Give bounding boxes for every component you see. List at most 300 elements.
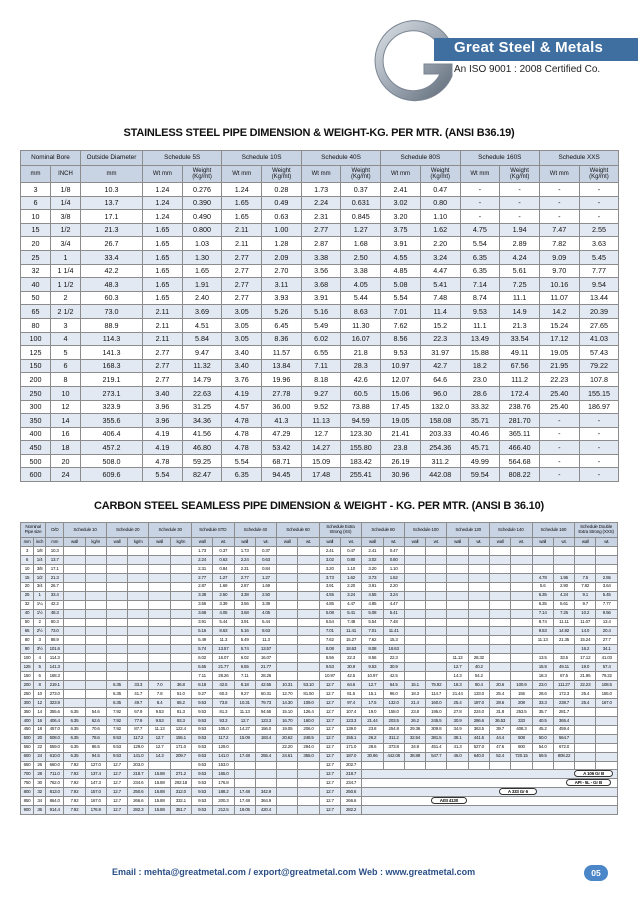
table-cell bbox=[170, 591, 191, 600]
table-cell: 224.0 bbox=[468, 707, 489, 716]
table-cell bbox=[149, 555, 170, 564]
table-cell: 3.38 bbox=[301, 250, 341, 264]
column-subheader: Wt mm bbox=[539, 166, 579, 183]
table-cell bbox=[128, 663, 149, 672]
table-cell bbox=[149, 582, 170, 591]
table-cell bbox=[64, 547, 85, 556]
table-cell: 7.5 bbox=[575, 573, 596, 582]
table-cell: 3.39 bbox=[213, 600, 234, 609]
table-cell: 50 bbox=[21, 291, 51, 305]
table-cell: 195.0 bbox=[426, 707, 447, 716]
column-header: Schedule 20 bbox=[106, 523, 149, 538]
table-cell: 73.0 bbox=[81, 305, 143, 319]
table-cell: 28.6 bbox=[460, 386, 500, 400]
table-cell: 12.7 bbox=[149, 743, 170, 752]
table-cell bbox=[511, 672, 532, 681]
table-cell: 26.2 bbox=[362, 734, 383, 743]
table-cell: 31.97 bbox=[420, 346, 460, 360]
table-cell: 11.13 bbox=[149, 725, 170, 734]
table-cell: 8.08 bbox=[319, 645, 340, 654]
table-cell: 155.0 bbox=[596, 690, 618, 699]
table-cell: 28.6 bbox=[532, 690, 553, 699]
table-cell: 183.42 bbox=[341, 454, 381, 468]
table-cell: 1.10 bbox=[383, 564, 404, 573]
table-cell: 762.0 bbox=[46, 779, 64, 788]
table-cell bbox=[85, 690, 106, 699]
table-cell: 0.37 bbox=[255, 547, 276, 556]
table-cell bbox=[128, 564, 149, 573]
column-subheader: Wt mm bbox=[301, 166, 341, 183]
column-subheader: wt. bbox=[298, 538, 319, 547]
table-cell: 9.52 bbox=[301, 400, 341, 414]
table-cell bbox=[511, 600, 532, 609]
table-cell: 255.4 bbox=[255, 752, 276, 761]
table-cell: 11.3 bbox=[255, 636, 276, 645]
table-cell bbox=[128, 645, 149, 654]
table-cell: 4.55 bbox=[319, 591, 340, 600]
table-cell: 1.00 bbox=[262, 223, 302, 237]
table-cell: 800 bbox=[21, 788, 34, 797]
table-cell: 21.44 bbox=[362, 716, 383, 725]
table-cell: 12.7 bbox=[319, 779, 340, 788]
table-cell bbox=[298, 564, 319, 573]
table-cell: 609.6 bbox=[81, 468, 143, 482]
table-cell bbox=[447, 761, 468, 770]
table-cell: 19.05 bbox=[234, 806, 255, 815]
stainless-steel-table bbox=[20, 150, 619, 482]
table-cell: 34 bbox=[34, 797, 46, 806]
table-cell: 4.78 bbox=[143, 454, 183, 468]
column-header: Nominal Bore bbox=[21, 151, 81, 166]
table-cell: 160.0 bbox=[426, 698, 447, 707]
table-cell: 2.24 bbox=[301, 196, 341, 210]
table-cell: 3.02 bbox=[319, 555, 340, 564]
table-cell bbox=[404, 547, 425, 556]
table-cell: 11.57 bbox=[262, 346, 302, 360]
table-cell: 1/2 bbox=[51, 223, 81, 237]
table-row bbox=[21, 627, 618, 636]
table-cell: 7.92 bbox=[106, 707, 127, 716]
column-subheader: wt. bbox=[426, 538, 447, 547]
table-cell bbox=[489, 547, 510, 556]
g-logo-icon bbox=[368, 16, 458, 111]
table-cell bbox=[426, 547, 447, 556]
table-cell: 11.13 bbox=[301, 414, 341, 428]
table-cell bbox=[553, 564, 574, 573]
company-logo bbox=[368, 16, 638, 111]
table-cell: 18 bbox=[51, 441, 81, 455]
table-cell bbox=[234, 779, 255, 788]
table-cell: 3.91 bbox=[319, 582, 340, 591]
table-cell bbox=[277, 663, 298, 672]
table-cell: 11.41 bbox=[340, 627, 361, 636]
table-cell bbox=[128, 618, 149, 627]
table-cell: 27.7 bbox=[596, 636, 618, 645]
table-cell: 73.88 bbox=[341, 400, 381, 414]
table-cell: 2.20 bbox=[340, 582, 361, 591]
table-cell: - bbox=[539, 414, 579, 428]
table-cell: 12.7 bbox=[319, 698, 340, 707]
table-cell: 8.18 bbox=[301, 373, 341, 387]
table-cell: 1.27 bbox=[213, 573, 234, 582]
table-cell: 12.7 bbox=[319, 788, 340, 797]
table-row bbox=[21, 454, 619, 468]
table-cell: 70.6 bbox=[85, 725, 106, 734]
table-cell: 13.44 bbox=[579, 291, 619, 305]
table-row bbox=[21, 547, 618, 556]
table-cell: 32 bbox=[34, 788, 46, 797]
table-cell bbox=[128, 573, 149, 582]
table-cell: 2.41 bbox=[362, 547, 383, 556]
table-cell: 60.5 bbox=[341, 386, 381, 400]
footer bbox=[0, 864, 638, 884]
table-cell bbox=[489, 761, 510, 770]
table-cell: 26 bbox=[34, 761, 46, 770]
table-cell: 6.35 bbox=[460, 264, 500, 278]
table-cell bbox=[149, 618, 170, 627]
table-cell: 14.27 bbox=[301, 441, 341, 455]
table-cell: 19.0 bbox=[575, 663, 596, 672]
table-cell: 1.73 bbox=[301, 183, 341, 197]
table-cell: 17.12 bbox=[575, 654, 596, 663]
table-cell: 8.18 bbox=[191, 681, 212, 690]
table-cell bbox=[404, 654, 425, 663]
carbon-steel-table bbox=[20, 522, 618, 815]
table-cell: 11.3 bbox=[213, 636, 234, 645]
table-cell bbox=[298, 770, 319, 779]
table-cell: 96.0 bbox=[420, 386, 460, 400]
table-cell: 2.41 bbox=[319, 547, 340, 556]
table-cell bbox=[404, 618, 425, 627]
table-cell: 13.7 bbox=[81, 196, 143, 210]
table-cell bbox=[596, 707, 618, 716]
table-cell: 5.54 bbox=[143, 468, 183, 482]
table-cell bbox=[64, 690, 85, 699]
table-row bbox=[21, 250, 619, 264]
column-subheader: wall bbox=[149, 538, 170, 547]
table-cell: 281.7 bbox=[553, 707, 574, 716]
table-cell: 13.57 bbox=[255, 645, 276, 654]
table-cell: 0.80 bbox=[340, 555, 361, 564]
table-cell: 2.11 bbox=[222, 223, 262, 237]
table-cell: 34.1 bbox=[596, 645, 618, 654]
table-cell bbox=[404, 761, 425, 770]
table-cell: 13.84 bbox=[262, 359, 302, 373]
table-cell: 86.5 bbox=[85, 743, 106, 752]
table-cell bbox=[426, 654, 447, 663]
table-cell: 18.3 bbox=[447, 681, 468, 690]
table-cell: 3.38 bbox=[341, 264, 381, 278]
table-cell: 9.53 bbox=[191, 707, 212, 716]
table-cell bbox=[404, 591, 425, 600]
table-cell: 26.7 bbox=[46, 582, 64, 591]
table-cell: 9.27 bbox=[301, 386, 341, 400]
table-cell: 21.3 bbox=[81, 223, 143, 237]
table-cell: 1.62 bbox=[383, 573, 404, 582]
table-cell: 11.4 bbox=[420, 305, 460, 319]
table-cell bbox=[468, 555, 489, 564]
table-cell: 42.6 bbox=[341, 373, 381, 387]
column-subheader: kg/m bbox=[170, 538, 191, 547]
column-header: Schedule 140 bbox=[489, 523, 532, 538]
table-cell: 400 bbox=[21, 427, 51, 441]
table-cell: 3.38 bbox=[234, 591, 255, 600]
table-cell: 101.6 bbox=[46, 645, 64, 654]
table-cell: 108.5 bbox=[596, 681, 618, 690]
table-row bbox=[21, 332, 619, 346]
table-cell: 2.87 bbox=[301, 237, 341, 251]
table-cell bbox=[298, 582, 319, 591]
table-cell: 20.62 bbox=[277, 734, 298, 743]
table-cell: 12.7 bbox=[319, 734, 340, 743]
table-cell: 3 bbox=[34, 636, 46, 645]
table-cell: 250.6 bbox=[340, 788, 361, 797]
table-cell: 60.3 bbox=[81, 291, 143, 305]
table-row bbox=[21, 636, 618, 645]
table-cell: 155 bbox=[511, 690, 532, 699]
table-cell bbox=[277, 582, 298, 591]
table-cell: 28.3 bbox=[341, 359, 381, 373]
table-subheader-row bbox=[21, 166, 619, 183]
table-cell bbox=[447, 547, 468, 556]
column-subheader: wall bbox=[234, 538, 255, 547]
table-cell bbox=[298, 806, 319, 815]
table-row bbox=[21, 573, 618, 582]
table-cell bbox=[426, 555, 447, 564]
table-cell: 81.5 bbox=[340, 690, 361, 699]
table-cell: 282.2 bbox=[340, 806, 361, 815]
table-cell: 2.50 bbox=[341, 250, 381, 264]
table-cell bbox=[426, 761, 447, 770]
table-cell: 0.631 bbox=[341, 196, 381, 210]
table-cell bbox=[64, 681, 85, 690]
table-cell bbox=[128, 555, 149, 564]
table-cell: 117.2 bbox=[128, 734, 149, 743]
table-cell: 20 bbox=[34, 734, 46, 743]
table-cell: 53.42 bbox=[262, 441, 302, 455]
table-cell: 2.77 bbox=[143, 359, 183, 373]
column-subheader: wt. bbox=[511, 538, 532, 547]
table-cell: 238.76 bbox=[500, 400, 540, 414]
table-cell bbox=[170, 761, 191, 770]
material-standard-cell bbox=[362, 788, 618, 797]
table-cell: 40.2 bbox=[468, 663, 489, 672]
table-cell bbox=[426, 573, 447, 582]
table-cell bbox=[85, 609, 106, 618]
table-cell: 100 bbox=[21, 654, 34, 663]
table-cell: 19.05 bbox=[381, 414, 421, 428]
table-cell: 3/8 bbox=[51, 210, 81, 224]
table-cell: 7.62 bbox=[381, 318, 421, 332]
table-cell bbox=[64, 564, 85, 573]
table-cell bbox=[277, 779, 298, 788]
table-cell: 466.40 bbox=[500, 441, 540, 455]
table-cell: 12.7 bbox=[319, 707, 340, 716]
column-subheader: kg/m bbox=[85, 538, 106, 547]
table-cell: 64.6 bbox=[340, 681, 361, 690]
table-cell bbox=[575, 547, 596, 556]
table-cell: 0.47 bbox=[383, 547, 404, 556]
table-cell: 23.8 bbox=[362, 725, 383, 734]
table-cell: 156.0 bbox=[255, 725, 276, 734]
table-cell: 17.48 bbox=[301, 468, 341, 482]
table-cell: 600 bbox=[21, 468, 51, 482]
table-cell: 21.77 bbox=[213, 663, 234, 672]
table-cell: 132.0 bbox=[420, 400, 460, 414]
table-cell: 450 bbox=[21, 725, 34, 734]
table-cell: 21.95 bbox=[539, 359, 579, 373]
table-cell: 158.0 bbox=[383, 707, 404, 716]
table-cell: 41.7 bbox=[128, 690, 149, 699]
table-cell: 7.77 bbox=[596, 600, 618, 609]
table-cell bbox=[170, 645, 191, 654]
table-cell bbox=[85, 645, 106, 654]
table-cell: 8.63 bbox=[213, 627, 234, 636]
table-cell: 42.2 bbox=[81, 264, 143, 278]
table-cell: 39.7 bbox=[489, 725, 510, 734]
table-cell bbox=[489, 555, 510, 564]
table-cell: 3.68 bbox=[301, 278, 341, 292]
table-cell: 1.65 bbox=[143, 223, 183, 237]
column-subheader: Wt mm bbox=[222, 166, 262, 183]
table-cell bbox=[404, 636, 425, 645]
table-row bbox=[21, 318, 619, 332]
table-cell bbox=[468, 618, 489, 627]
table-cell: 18.3 bbox=[532, 672, 553, 681]
table-cell bbox=[447, 609, 468, 618]
table-cell: 41.3 bbox=[262, 414, 302, 428]
table-cell: - bbox=[539, 441, 579, 455]
table-cell: 21.4 bbox=[404, 698, 425, 707]
table-cell: 5 bbox=[51, 346, 81, 360]
table-cell: 1.65 bbox=[182, 264, 222, 278]
table-cell: 42.2 bbox=[46, 600, 64, 609]
table-cell: 12.7 bbox=[319, 761, 340, 770]
table-cell: 65.2 bbox=[170, 698, 191, 707]
table-cell: 253.5 bbox=[511, 707, 532, 716]
table-cell: 311.2 bbox=[420, 454, 460, 468]
table-cell: 21.95 bbox=[575, 672, 596, 681]
table-cell: 22.3 bbox=[340, 654, 361, 663]
table-row bbox=[21, 654, 618, 663]
table-cell: 5.44 bbox=[255, 618, 276, 627]
table-cell: 25.40 bbox=[539, 400, 579, 414]
table-cell bbox=[489, 609, 510, 618]
table-cell: 54.2 bbox=[468, 672, 489, 681]
table-cell bbox=[426, 636, 447, 645]
table-cell: 3.56 bbox=[234, 600, 255, 609]
table-cell: 42.5 bbox=[383, 672, 404, 681]
table-cell: 2.20 bbox=[420, 237, 460, 251]
table-cell: 20 bbox=[21, 237, 51, 251]
table-cell: 107.8 bbox=[579, 373, 619, 387]
table-cell: 342.9 bbox=[255, 788, 276, 797]
table-cell: 8.56 bbox=[362, 654, 383, 663]
table-cell bbox=[170, 672, 191, 681]
table-cell bbox=[277, 761, 298, 770]
column-header: Schedule 40 bbox=[234, 523, 277, 538]
table-cell bbox=[149, 609, 170, 618]
table-cell bbox=[489, 636, 510, 645]
table-cell: 42.7 bbox=[420, 359, 460, 373]
table-cell: 12.7 bbox=[319, 770, 340, 779]
table-cell: 10.16 bbox=[539, 278, 579, 292]
table-cell bbox=[468, 636, 489, 645]
table-cell: 640.0 bbox=[468, 752, 489, 761]
table-cell: 1.27 bbox=[255, 573, 276, 582]
table-cell: 250.6 bbox=[128, 788, 149, 797]
table-cell: 6.35 bbox=[532, 591, 553, 600]
table-cell: 1.24 bbox=[143, 210, 183, 224]
table-cell: 6.35 bbox=[222, 468, 262, 482]
table-cell bbox=[85, 663, 106, 672]
table-cell bbox=[170, 582, 191, 591]
table-cell: 27.8 bbox=[447, 707, 468, 716]
table-cell: 9.54 bbox=[579, 278, 619, 292]
table-cell: 1.03 bbox=[182, 237, 222, 251]
table-cell: 34.36 bbox=[182, 414, 222, 428]
table-cell: - bbox=[579, 183, 619, 197]
table-cell: 15.24 bbox=[575, 636, 596, 645]
table-cell: 12.7 bbox=[106, 797, 127, 806]
table-row bbox=[21, 609, 618, 618]
table-cell: 0.80 bbox=[420, 196, 460, 210]
table-cell: 30.9 bbox=[340, 663, 361, 672]
table-cell: - bbox=[539, 454, 579, 468]
table-cell: 4.85 bbox=[319, 600, 340, 609]
table-cell: 5.08 bbox=[381, 278, 421, 292]
table-cell: 7.92 bbox=[64, 788, 85, 797]
table-cell: 0.276 bbox=[182, 183, 222, 197]
table-cell: 406.4 bbox=[46, 716, 64, 725]
table-cell bbox=[298, 591, 319, 600]
column-header: Schedule 10 bbox=[64, 523, 107, 538]
table-cell: 8.36 bbox=[262, 332, 302, 346]
table-cell: 125 bbox=[21, 663, 34, 672]
table-cell: 165.0 bbox=[213, 770, 234, 779]
table-cell: 3.40 bbox=[222, 359, 262, 373]
table-cell: 26.7 bbox=[81, 237, 143, 251]
table-cell: 12.70 bbox=[277, 690, 298, 699]
table-cell: 64.5 bbox=[383, 681, 404, 690]
table-cell: 1.24 bbox=[143, 183, 183, 197]
table-row bbox=[21, 681, 618, 690]
table-cell bbox=[489, 672, 510, 681]
table-cell bbox=[468, 627, 489, 636]
table-cell: 6 bbox=[21, 196, 51, 210]
table-cell: 2.11 bbox=[222, 237, 262, 251]
table-cell: 7.11 bbox=[191, 672, 212, 681]
table-cell bbox=[277, 797, 298, 806]
table-cell: 350 bbox=[21, 707, 34, 716]
table-row bbox=[21, 761, 618, 770]
table-cell: 355.6 bbox=[81, 414, 143, 428]
table-cell: 36.00 bbox=[262, 400, 302, 414]
table-cell: 12.7 bbox=[106, 806, 127, 815]
table-cell: 7.47 bbox=[539, 223, 579, 237]
table-cell: 3.91 bbox=[381, 237, 421, 251]
table-cell: 15.10 bbox=[277, 707, 298, 716]
table-cell: 212.5 bbox=[213, 806, 234, 815]
table-cell: 9.53 bbox=[191, 770, 212, 779]
table-cell bbox=[149, 600, 170, 609]
table-cell: 0.47 bbox=[420, 183, 460, 197]
table-cell: 12.7 bbox=[149, 734, 170, 743]
table-cell: 4.78 bbox=[532, 573, 553, 582]
table-cell: 16 bbox=[51, 427, 81, 441]
table-cell bbox=[128, 672, 149, 681]
table-cell: 67.9 bbox=[128, 707, 149, 716]
